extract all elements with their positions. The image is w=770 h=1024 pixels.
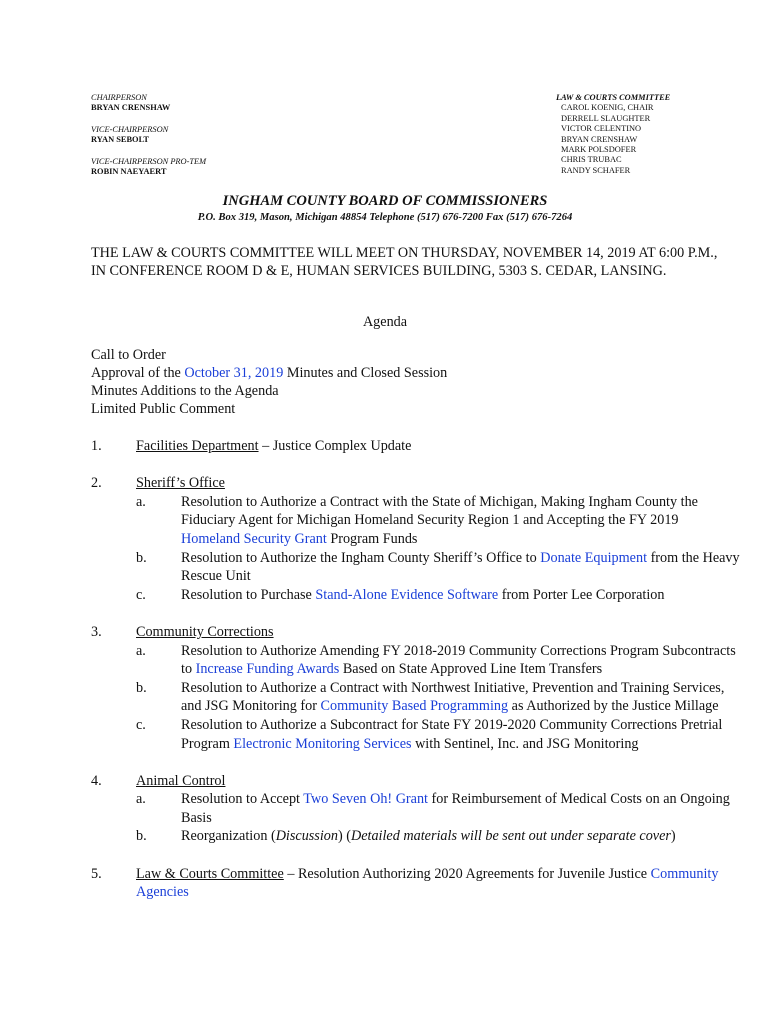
approval-minutes: Approval of the October 31, 2019 Minutes and Closed Session [91,365,448,381]
sub-item: a. Resolution to Authorize Amending FY 2018-2019 Community Corrections Program Subcontracts to Increase Funding Awards Based on State Approved Line Item Transfers [136,642,736,678]
item-heading: Animal Control [136,772,226,789]
attachment-link[interactable]: Community Based Programming [320,698,509,715]
agenda-item-3 [91,623,741,753]
sub-item: b. Resolution to Authorize the Ingham County Sheriff’s Office to Donate Equipment from the Heavy Rescue Unit [136,549,740,585]
item-number: 3. [91,623,102,640]
attachment-link[interactable]: Electronic Monitoring Services [233,735,412,752]
officer-name: BRYAN CRENSHAW [91,103,171,113]
officer-role: VICE-CHAIRPERSON PRO-TEM [91,156,207,166]
call-to-order: Call to Order [91,347,166,363]
org-address: P.O. Box 319, Mason, Michigan 48854 Telephone (517) 676-7200 Fax (517) 676-7264 [197,212,573,223]
item-number: 5. [91,865,102,882]
attachment-link[interactable]: Homeland Security Grant [181,530,327,547]
committee-member: CHRIS TRUBAC [561,155,622,165]
item-heading: Community Corrections [136,623,274,640]
agenda-item-5: 5. Law & Courts Committee – Resolution Authorizing 2020 Agreements for Juvenile Justice Community Agencies [91,865,719,901]
committee-block [556,93,670,176]
officer-name: ROBIN NAEYAERT [91,167,167,177]
committee-title: LAW & COURTS COMMITTEE [556,93,671,102]
item-heading: Law & Courts Committee [136,865,284,882]
officer-name: RYAN SEBOLT [91,135,149,145]
committee-member: VICTOR CELENTINO [561,124,642,134]
agenda-items [91,437,741,920]
sub-item: c. Resolution to Purchase Stand-Alone Evidence Software from Porter Lee Corporation [136,586,665,603]
attachment-link[interactable]: Donate Equipment [540,549,648,566]
sub-item: c. Resolution to Authorize a Subcontract for State FY 2019-2020 Community Corrections Pretrial Program Electronic Monitoring Services with Sentinel, Inc. and JSG Monitoring [136,716,723,752]
attachment-link[interactable]: Stand-Alone Evidence Software [315,586,499,603]
agenda-title: Agenda [362,314,408,330]
minutes-link[interactable]: October 31, 2019 [184,365,284,381]
officers-block [91,93,206,177]
minutes-additions: Minutes Additions to the Agenda [91,383,279,399]
sub-item: b. Reorganization (Discussion) (Detailed materials will be sent out under separate cover) [136,828,676,845]
committee-member: RANDY SCHAFER [561,165,631,175]
item-heading: Facilities Department [136,438,259,454]
committee-member: CAROL KOENIG, CHAIR [561,103,654,113]
item-number: 4. [91,772,102,789]
meeting-notice: THE LAW & COURTS COMMITTEE WILL MEET ON THURSDAY, NOVEMBER 14, 2019 AT 6:00 P.M., IN CONFERENCE ROOM D & E, HUMAN SERVICES BUILDING, 5303 S. CEDAR, LANSING. [91,245,718,279]
org-title: INGHAM COUNTY BOARD OF COMMISSIONERS [222,193,548,209]
attachment-link[interactable]: Community Agencies [136,865,719,901]
agenda-item-4 [91,772,741,846]
committee-member: BRYAN CRENSHAW [561,134,638,144]
item-heading: Sheriff’s Office [136,475,225,492]
officer-role: VICE-CHAIRPERSON [91,124,169,134]
agenda-item-1: 1. Facilities Department – Justice Complex Update [91,438,412,454]
public-comment: Limited Public Comment [91,401,236,417]
committee-member: MARK POLSDOFER [561,145,637,155]
sub-item: a. Resolution to Accept Two Seven Oh! Grant for Reimbursement of Medical Costs on an Ongoing Basis [136,791,730,826]
attachment-link[interactable]: Increase Funding Awards [195,661,340,678]
sub-item: a. Resolution to Authorize a Contract with the State of Michigan, Making Ingham County the Fiduciary Agent for Michigan Homeland Security Region 1 and Accepting the FY 2019 Homeland Security Grant Program Funds [136,493,698,547]
item-number: 2. [91,475,102,492]
attachment-link[interactable]: Two Seven Oh! Grant [303,791,428,808]
agenda-item-2 [91,474,741,604]
committee-member: DERRELL SLAUGHTER [561,113,651,123]
opening-items [91,346,447,418]
item-number: 1. [91,438,102,454]
officer-role: CHAIRPERSON [91,93,147,102]
sub-item: b. Resolution to Authorize a Contract with Northwest Initiative, Prevention and Training Services, and JSG Monitoring for Community Based Programming as Authorized by the Justice Millage [136,679,725,715]
